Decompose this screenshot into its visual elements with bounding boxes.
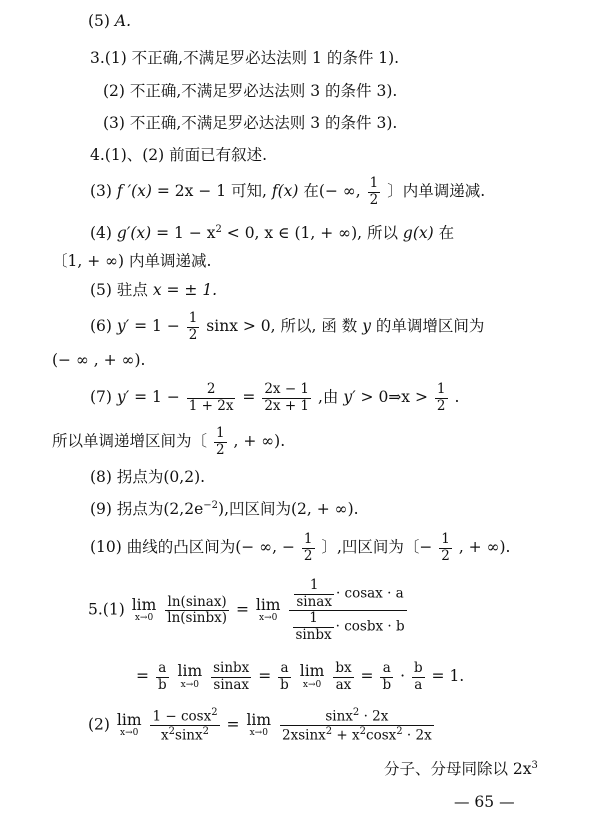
text: 所以单调递增区间为〔 <box>52 432 208 451</box>
text: sinx <box>325 708 353 725</box>
denominator <box>150 726 219 744</box>
fraction <box>412 661 425 693</box>
text: , + ∞). <box>233 432 286 451</box>
denominator: a <box>414 676 423 693</box>
exponent: 2 <box>215 224 222 235</box>
fraction <box>380 661 393 693</box>
denominator: sinax <box>213 676 249 693</box>
line-4-6 <box>90 311 484 343</box>
denominator: 2 <box>215 441 225 458</box>
denominator: sinbx <box>295 626 332 643</box>
denominator: 1 + 2x <box>188 397 234 414</box>
text: 在(− ∞, <box>303 182 361 201</box>
lim-sub: x→0 <box>249 728 268 739</box>
line-3-2: (2) 不正确,不满足罗必达法则 3 的条件 3). <box>103 82 398 100</box>
text: (4) <box>90 224 112 243</box>
exponent: 2 <box>202 726 209 738</box>
fraction <box>435 382 448 414</box>
text: = 2x − 1 可知, <box>156 182 267 201</box>
denominator <box>289 611 406 643</box>
denominator: ax <box>335 676 352 693</box>
line-5-2 <box>88 707 436 744</box>
fraction <box>302 532 315 564</box>
denominator: sinax <box>296 593 332 610</box>
text: (10) 曲线的凸区间为(− ∞, − <box>90 538 295 557</box>
line-4-intro: 4.(1)、(2) 前面已有叙述. <box>90 146 268 164</box>
text: sinx <box>175 727 203 744</box>
numerator: 1 <box>441 531 450 547</box>
numerator: 1 <box>436 381 446 397</box>
math: g′(x) <box>116 224 152 243</box>
exponent: 3 <box>531 760 538 771</box>
numerator: bx <box>335 660 352 676</box>
text: = <box>235 600 249 619</box>
text: = <box>242 388 256 407</box>
text: 5.(1) <box>88 600 125 619</box>
math: y′ <box>116 317 130 336</box>
denominator: 2 <box>303 547 313 564</box>
line-4-9 <box>90 500 359 519</box>
lim-sub: x→0 <box>302 679 322 690</box>
fraction <box>262 382 311 414</box>
text: · 2x <box>402 727 432 744</box>
line-3-3: (3) 不正确,不满足罗必达法则 3 的条件 3). <box>103 114 398 132</box>
lim-sub: x→0 <box>180 679 200 690</box>
limit <box>131 595 157 624</box>
text: (9) 拐点为(2,2e <box>90 500 204 519</box>
exponent: 2 <box>396 726 403 738</box>
lim-text: lim <box>246 710 272 729</box>
text: = 1. <box>431 667 465 686</box>
fraction <box>333 661 353 693</box>
text: (3) <box>90 182 112 201</box>
lim-text: lim <box>255 595 281 614</box>
denominator: 2 <box>441 547 450 564</box>
limit <box>300 664 325 690</box>
text: (6) <box>90 317 112 336</box>
denominator: b <box>280 676 289 693</box>
numerator <box>280 707 434 726</box>
line-4-3 <box>90 176 485 208</box>
denominator: 2x + 1 <box>264 397 310 414</box>
lim-text: lim <box>116 710 142 729</box>
math: y′ <box>116 388 130 407</box>
fraction <box>289 578 406 643</box>
text: = <box>226 715 240 734</box>
text: (7) <box>90 388 112 407</box>
text: · 2x <box>359 708 389 725</box>
text: 在 <box>438 224 455 243</box>
text: = 1 − x <box>156 224 216 243</box>
exponent: 2 <box>352 707 360 718</box>
lim-sub: x→0 <box>120 728 139 739</box>
lim-text: lim <box>131 595 157 614</box>
page-number: — 65 — <box>454 793 515 811</box>
fraction <box>187 311 200 343</box>
text: = 1 − <box>134 317 180 336</box>
lim-sub: x→0 <box>134 613 154 624</box>
text: 〕内单调递减. <box>387 182 486 201</box>
denominator: 2 <box>369 191 379 208</box>
text: 1 − cosx <box>152 708 212 725</box>
fraction <box>165 595 229 627</box>
answer-a: A. <box>114 12 132 30</box>
text: · <box>400 667 405 686</box>
line-4-7 <box>90 382 459 414</box>
fraction <box>211 661 251 693</box>
text: < 0, x ∈ (1, + ∞), 所以 <box>221 224 398 243</box>
limit <box>255 595 281 624</box>
text: = <box>136 667 149 686</box>
denominator: 2 <box>436 397 446 414</box>
fraction <box>214 426 227 458</box>
denominator: ln(sinbx) <box>167 610 227 627</box>
exponent: −2 <box>203 500 219 511</box>
line-4-8: (8) 拐点为(0,2). <box>90 468 206 486</box>
limit <box>178 664 203 690</box>
numerator: 1 <box>215 425 225 441</box>
numerator: 1 <box>369 175 379 191</box>
numerator: 1 <box>303 531 313 547</box>
denominator: b <box>382 676 392 693</box>
line-5-1 <box>88 578 409 643</box>
denominator: b <box>157 676 167 693</box>
text: = <box>360 667 374 686</box>
lim-text: lim <box>177 662 203 681</box>
math: f(x) <box>271 182 299 201</box>
fraction <box>156 661 169 693</box>
numerator: a <box>380 661 393 678</box>
fraction <box>294 578 334 610</box>
math: x = ± 1. <box>152 281 218 299</box>
line-5-1-cont <box>136 661 464 693</box>
side-note <box>384 760 538 779</box>
line-4-4-cont: 〔1, + ∞) 内单调递减. <box>52 252 212 270</box>
text: · cosax · a <box>335 585 404 602</box>
text: , + ∞). <box>458 538 511 557</box>
text: > 0⇒x > <box>360 388 428 407</box>
fraction <box>439 532 452 564</box>
text: 分子、分母同除以 2x <box>384 760 532 779</box>
denominator: 2 <box>188 326 198 343</box>
exponent: 2 <box>325 726 333 738</box>
exponent: 2 <box>359 726 367 738</box>
math: y <box>362 317 371 336</box>
math: f ′(x) <box>116 182 152 201</box>
text: + x <box>332 727 360 744</box>
line-4-4 <box>90 224 454 243</box>
text: x <box>161 727 169 744</box>
text: ,由 <box>317 388 339 407</box>
text: . <box>454 388 460 407</box>
fraction <box>150 707 219 744</box>
fraction <box>280 707 434 744</box>
exponent: 2 <box>211 707 218 718</box>
line-4-5 <box>90 281 217 300</box>
text: 的单调增区间为 <box>375 317 485 336</box>
fraction <box>278 661 291 693</box>
text: ),凹区间为(2, + ∞). <box>218 500 359 519</box>
numerator <box>150 707 219 726</box>
math: g(x) <box>402 224 434 243</box>
fraction <box>187 382 236 414</box>
numerator: 1 <box>293 611 333 628</box>
line-5-a <box>88 12 131 31</box>
fraction <box>293 611 333 643</box>
math: y′ <box>343 388 356 407</box>
text: = <box>258 667 272 686</box>
text: · cosbx · b <box>335 618 405 635</box>
limit <box>246 710 272 739</box>
lim-text: lim <box>299 662 325 681</box>
line-4-10 <box>90 532 510 564</box>
denominator <box>280 726 434 744</box>
numerator: sinbx <box>213 660 250 676</box>
numerator: 2 <box>187 382 236 399</box>
text: = 1 − <box>134 388 180 407</box>
numerator: a <box>156 661 169 678</box>
numerator <box>289 578 406 611</box>
numerator: b <box>413 660 423 676</box>
text: (2) <box>88 715 110 734</box>
numerator: ln(sinax) <box>165 595 229 612</box>
limit <box>116 710 142 739</box>
text: 〕,凹区间为〔− <box>321 538 433 557</box>
text: sinx > 0, 所以, 函 数 <box>206 317 358 336</box>
lim-sub: x→0 <box>259 613 278 624</box>
numerator: 2x − 1 <box>264 381 310 397</box>
fraction <box>368 176 381 208</box>
line-3-1: 3.(1) 不正确,不满足罗必达法则 1 的条件 1). <box>90 49 400 67</box>
line-4-7-cont <box>52 426 285 458</box>
numerator: 1 <box>294 578 334 595</box>
numerator: 1 <box>188 310 198 326</box>
line-4-6-cont: (− ∞ , + ∞). <box>52 351 146 369</box>
numerator: a <box>278 661 291 678</box>
exponent: 2 <box>168 726 176 738</box>
text: cosx <box>366 727 397 744</box>
text: 2xsinx <box>282 727 326 744</box>
text: (5) <box>88 12 110 30</box>
text: (5) 驻点 <box>90 281 148 299</box>
